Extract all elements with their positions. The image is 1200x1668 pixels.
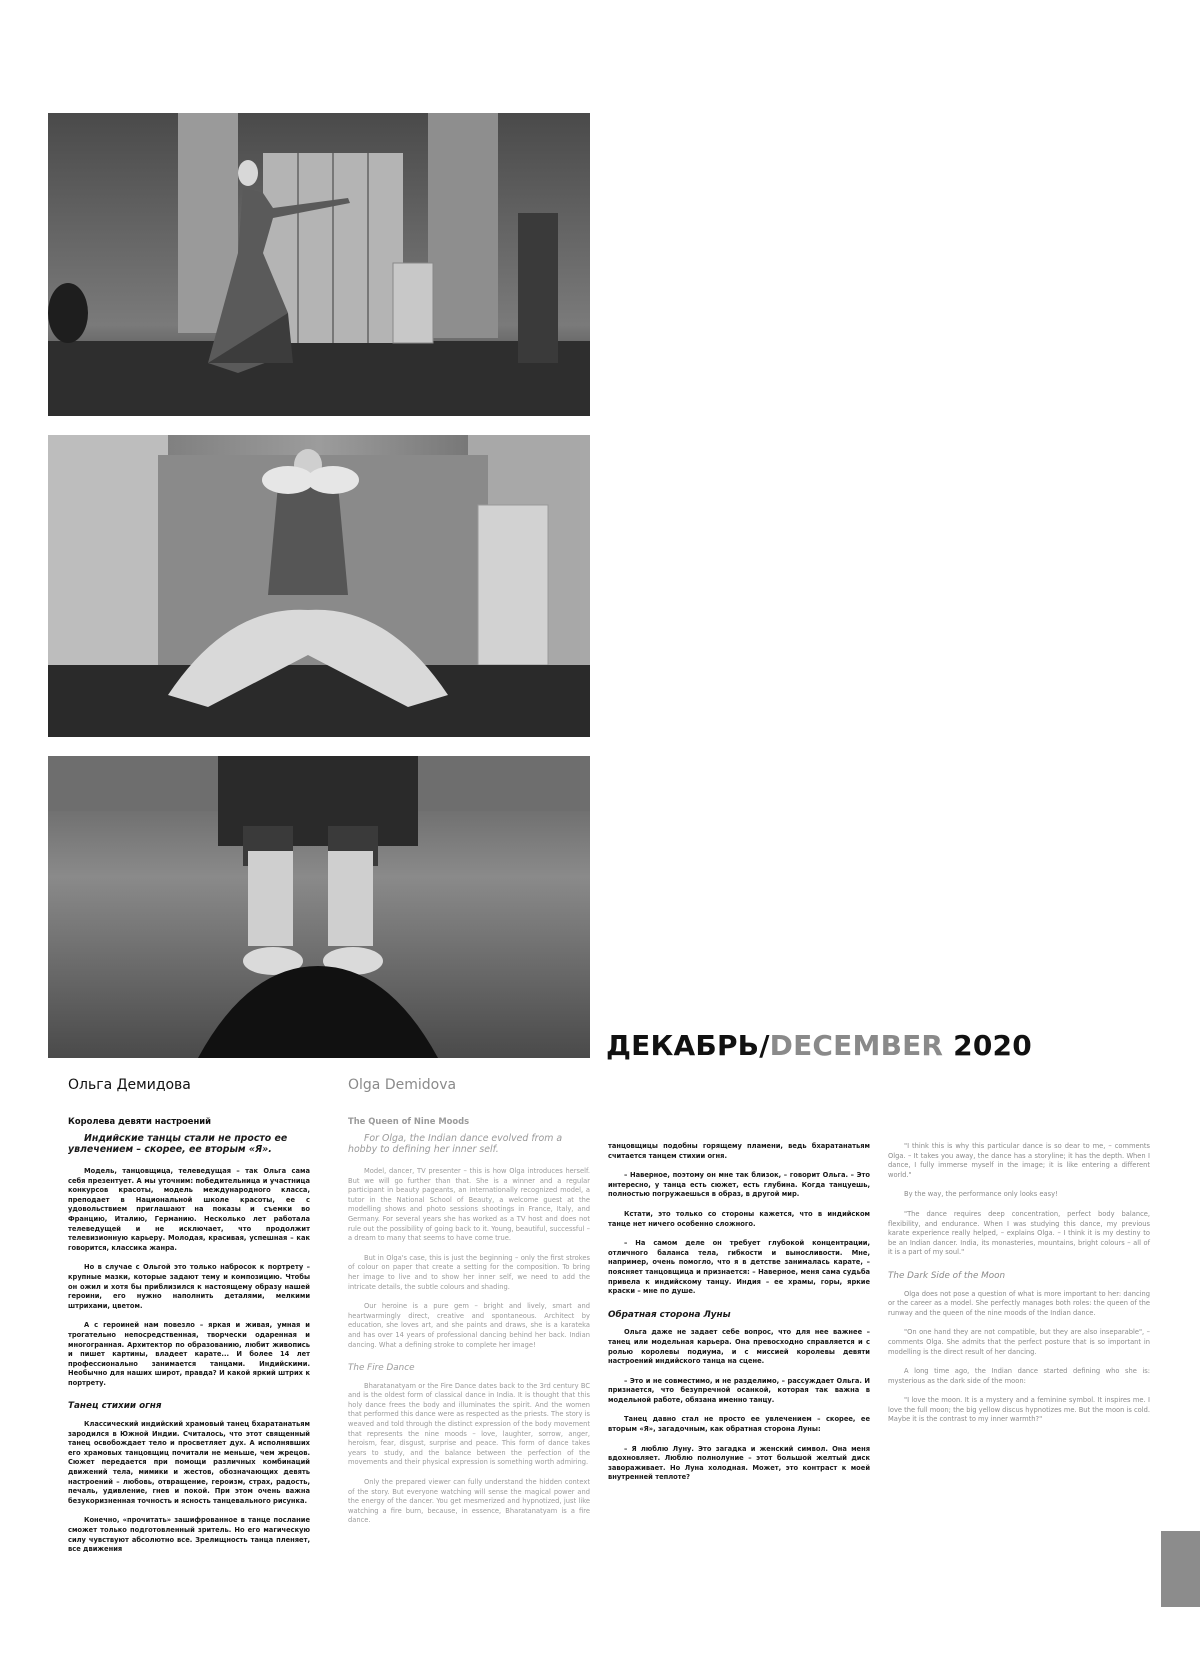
section-heading: The Dark Side of the Moon xyxy=(888,1270,1006,1281)
paragraph: Only the prepared viewer can fully understand the hidden context of the story. But everyone watching will sense the magical power and the energy of the dancer. You get mesmerized and hypnotized, just like watching a fire burn, because, in essence, Bharatanatyam is a fire dance. xyxy=(348,1478,590,1525)
article-lead-russian: Индийские танцы стали не просто ее увлечением – скорее, ее вторым «Я». xyxy=(68,1133,288,1155)
dancer-pose-photo xyxy=(48,113,590,416)
paragraph: "The dance requires deep concentration, perfect body balance, flexibility, and endurance. When I was studying this dance, my previous karate experience really helped, – explains Olga. – I think it is my destiny to be an Indian dancer. India, its monasteries, mountains, bright colours – all of it is a part of my soul." xyxy=(888,1209,1150,1257)
paragraph: Our heroine is a pure gem – bright and lively, smart and heartwarmingly direct, creative and spontaneous. Architect by education, she loves art, and she paints and draws, she is a karateka and has over 14 years of professional dancing behind her back. Indian dancing. What a defining stroke to complete her image! xyxy=(348,1302,590,1349)
dancer-hands-illustration xyxy=(48,435,590,737)
article-lead-english: For Olga, the Indian dance evolved from a hobby to defining her inner self. xyxy=(348,1133,563,1155)
month-russian: ДЕКАБРЬ/ xyxy=(606,1029,770,1062)
author-name-english: Olga Demidova xyxy=(348,1077,457,1093)
paragraph: – Наверное, поэтому он мне так близок, – говорит Ольга. – Это интересно, у танца есть сюжет, есть глубина. Когда танцуешь, полностью погружаешься в образ, в другой мир. xyxy=(608,1171,870,1199)
article-column-english-1 xyxy=(348,1116,590,1536)
article-title-russian: Королева девяти настроений xyxy=(68,1116,211,1126)
article-column-russian-1 xyxy=(68,1116,310,1565)
dancer-pose-illustration xyxy=(48,113,590,416)
paragraph: "I love the moon. It is a mystery and a feminine symbol. It inspires me. I love the full moon; the big yellow discus hypnotizes me. But the moon is cold. Maybe it is the contrast to my inner warmth?" xyxy=(888,1396,1150,1424)
section-heading: The Fire Dance xyxy=(348,1363,415,1374)
paragraph: – Я люблю Луну. Это загадка и женский символ. Она меня вдохновляет. Люблю полнолуние – этот большой желтый диск завораживает. Но Луна холодная. Может, это контраст к моей внутренней теплоте? xyxy=(608,1444,870,1482)
section-heading: Обратная сторона Луны xyxy=(608,1309,731,1320)
paragraph: Конечно, «прочитать» зашифрованное в танце послание сможет только подготовленный зритель. Но его магическую силу чувствуют абсолютно все. Зрелищность танца пленяет, все движения xyxy=(68,1516,310,1554)
paragraph: Модель, танцовщица, телеведущая – так Ольга сама себя презентует. А мы уточним: победительница и участница конкурсов красоты, модель международного класса, преподает в Национальной школе красоты, ее с удовольствием приглашают на показы и съемки во Францию, Италию, Германию. Несколько лет работала телеведущей и не исключает, что продолжит телевизионную карьеру. Молодая, красивая, успешная – как говорится, классика жанра. xyxy=(68,1167,310,1252)
paragraph: Но в случае с Ольгой это только набросок к портрету – крупные мазки, которые задают тему и композицию. Чтобы он ожил и хотя бы приблизился к настоящему образу нашей героини, его нужно наполнить деталями, мелкими штрихами, цветом. xyxy=(68,1263,310,1310)
paragraph: Bharatanatyam or the Fire Dance dates back to the 3rd century BC and is the oldest form of classical dance in India. It is thought that this holy dance frees the body and illuminates the spirit. And the women that performed this dance were as respected as the priests. The story is weaved and told through the distinct expression of the body movement that represents the nine moods – love, laughter, sorrow, anger, heroism, fear, disgust, surprise and peace. This form of dance takes years to study, and the balance between the perfection of the movements and their physical expression is something worth admiring. xyxy=(348,1381,590,1467)
paragraph: Olga does not pose a question of what is more important to her: dancing or the career as a model. She perfectly manages both roles: the queen of the runway and the queen of the nine moods of the Indian dance. xyxy=(888,1289,1150,1317)
paragraph: – На самом деле он требует глубокой концентрации, отличного баланса тела, гибкости и выносливости. Мне, например, очень помогло, что я в детстве занималась карате, – поясняет танцовщица и признается: – Наверное, меня сама судьба привела к индийскому танцу. Индия – ее храмы, горы, яркие краски – мне по душе. xyxy=(608,1239,870,1296)
paragraph: "I think this is why this particular dance is so dear to me, – comments Olga. – It takes you away, the dance has a storyline; it has the depth. When I dance, I fully immerse myself in the image; it is like entering a different world." xyxy=(888,1142,1150,1179)
section-heading: Танец стихии огня xyxy=(68,1401,162,1412)
paragraph: танцовщицы подобны горящему пламени, ведь бхаратанатьям считается танцем стихии огня. xyxy=(608,1142,870,1160)
paragraph: Кстати, это только со стороны кажется, что в индийском танце нет ничего особенно сложного. xyxy=(608,1209,870,1228)
paragraph: А с героиней нам повезло – яркая и живая, умная и трогательно непосредственная, творчески одаренная и многогранная. Архитектор по образованию, любит живопись и пишет картины, владеет карате... И более 14 лет профессионально занимается танцами. Индийскими. Необычно для наших широт, правда? И какой яркий штрих к портрету. xyxy=(68,1321,310,1387)
dancer-feet-illustration xyxy=(48,756,590,1058)
paragraph: Ольга даже не задает себе вопрос, что для нее важнее – танец или модельная карьера. Она превосходно справляется и с ролью королевы подиума, и с миссией королевы девяти настроений индийского танца на сцене. xyxy=(608,1328,870,1366)
dancer-feet-photo xyxy=(48,756,590,1058)
dancer-hands-photo xyxy=(48,435,590,737)
paragraph: Классический индийский храмовый танец бхаратанатьям зародился в Южной Индии. Считалось, что этот священный танец освобождает тело и просветляет дух. А исполнявших его храмовых танцовщиц почитали не меньше, чем жрецов. Сюжет передается при помощи различных комбинаций движений тела, мимики и жестов, обозначающих девять настроений – любовь, отвращение, героизм, страх, радость, печаль, удивление, гнев и покой. При этом очень важна безукоризненная точность и ясность танцевального рисунка. xyxy=(68,1420,310,1505)
author-name-russian: Ольга Демидова xyxy=(68,1077,191,1093)
paragraph: By the way, the performance only looks easy! xyxy=(904,1190,1058,1199)
paragraph: Model, dancer, TV presenter – this is how Olga introduces herself. But we will go further than that. She is a winner and a regular participant in beauty pageants, an internationally recognized model, a tutor in the National School of Beauty, a welcome guest at the modelling shows and photo sessions shootings in France, Italy, and Germany. For several years she has worked as a TV host and does not rule out the possibility of going back to it. Young, beautiful, successful – a dream to many that seems to have come true. xyxy=(348,1167,590,1243)
paragraph: Танец давно стал не просто ее увлечением – скорее, ее вторым «Я», загадочным, как обратная сторона Луны: xyxy=(608,1415,870,1434)
paragraph: "On one hand they are not compatible, but they are also inseparable", – comments Olga. She admits that the perfect posture that is so important in modelling is the direct result of her dancing. xyxy=(888,1328,1150,1356)
year-label: 2020 xyxy=(943,1029,1032,1062)
article-column-russian-2 xyxy=(608,1142,870,1493)
paragraph: – Это и не совместимо, и не разделимо, – рассуждает Ольга. И признается, что безупречной осанкой, которая так важна в модельной работе, обязана именно танцу. xyxy=(608,1376,870,1404)
article-column-english-2 xyxy=(888,1142,1150,1435)
paragraph: But in Olga's case, this is just the beginning – only the first strokes of colour on paper that create a setting for the composition. To bring her image to live and to show her inner self, we need to add the intricate details, the subtle colours and shading. xyxy=(348,1253,590,1291)
paragraph: A long time ago, the Indian dance started defining who she is: mysterious as the dark side of the moon: xyxy=(888,1367,1150,1385)
page-edge-tab xyxy=(1161,1531,1200,1607)
article-title-english: The Queen of Nine Moods xyxy=(348,1116,470,1126)
month-english: DECEMBER xyxy=(769,1029,944,1062)
month-title xyxy=(606,1029,1032,1062)
